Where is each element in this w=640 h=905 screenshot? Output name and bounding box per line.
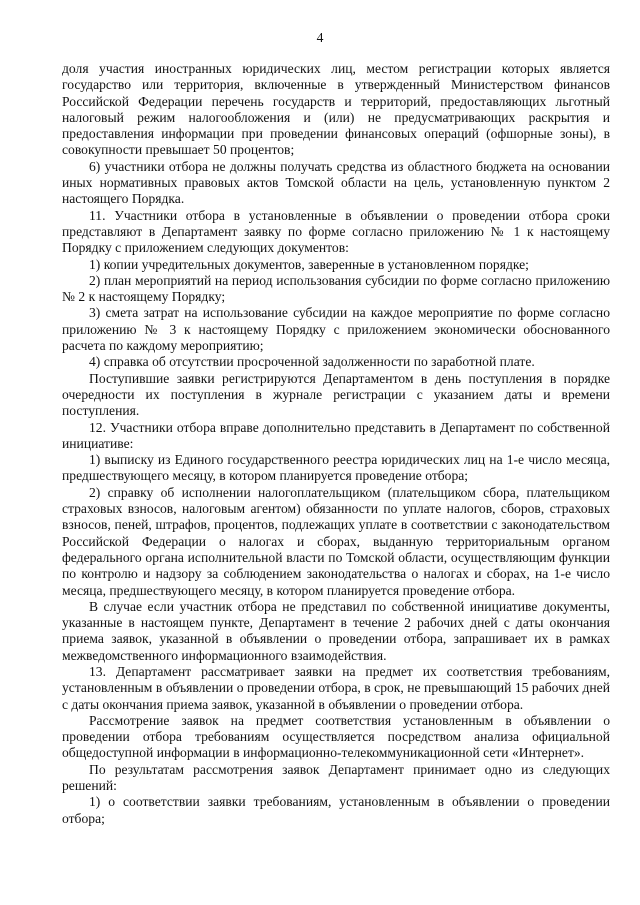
paragraph-offshore-share: доля участия иностранных юридических лиц, местом регистрации которых является государство или территория, включенные в утвержденный Министерством финансов Российской Федерации перечень государств и территорий, предоставляющих льготный налоговый режим налогообложения и (или) не предусматривающих раскрытия и предоставления информации при проведении финансовых операций (офшорные зоны), в совокупности превышает 50 процентов; (62, 61, 610, 158)
document-body (62, 61, 610, 827)
paragraph-clause-12: 12. Участники отбора вправе дополнительно представить в Департамент по собственной инициативе: (62, 419, 610, 451)
paragraph-registration: Поступившие заявки регистрируются Департаментом в день поступления в порядке очередности их поступления в журнале регистрации с указанием даты и времени поступления. (62, 370, 610, 419)
page-number: 4 (316, 30, 324, 45)
paragraph-clause-13: 13. Департамент рассматривает заявки на предмет их соответствия требованиям, установленным в объявлении о проведении отбора, в срок, не превышающий 15 рабочих дней с даты окончания приема заявок, указанной в объявлении о проведении отбора. (62, 663, 610, 712)
paragraph-clause-11-item-3: 3) смета затрат на использование субсидии на каждое мероприятие по форме согласно приложению № 3 к настоящему Порядку с приложением экономически обоснованного расчета по каждому мероприятию; (62, 305, 610, 354)
paragraph-clause-11: 11. Участники отбора в установленные в объявлении о проведении отбора сроки представляют в Департамент заявку по форме согласно приложению № 1 к настоящему Порядку с приложением следующих документов: (62, 207, 610, 256)
paragraph-clause-11-item-4: 4) справка об отсутствии просроченной задолженности по заработной плате. (89, 354, 535, 370)
paragraph-clause-12-item-1: 1) выписку из Единого государственного реестра юридических лиц на 1-е число месяца, предшествующего месяцу, в котором планируется проведение отбора; (62, 452, 610, 484)
paragraph-decision-item-1: 1) о соответствии заявки требованиям, установленным в объявлении о проведении отбора; (62, 794, 610, 826)
paragraph-interagency-request: В случае если участник отбора не представил по собственной инициативе документы, указанные в настоящем пункте, Департамент в течение 2 рабочих дней с даты окончания приема заявок, указанной в объявлении о проведении отбора, запрашивает их в рамках межведомственного информационного взаимодействия. (62, 598, 610, 663)
paragraph-decisions: По результатам рассмотрения заявок Департамент принимает одно из следующих решений: (62, 761, 610, 794)
paragraph-clause-11-item-2: 2) план мероприятий на период использования субсидии по форме согласно приложению № 2 к настоящему Порядку; (62, 272, 610, 305)
paragraph-item-6: 6) участники отбора не должны получать средства из областного бюджета на основании иных нормативных правовых актов Томской области на цель, установленную пунктом 2 настоящего Порядка. (62, 158, 610, 207)
paragraph-clause-12-item-2: 2) справку об исполнении налогоплательщиком (плательщиком сбора, плательщиком страховых взносов, налоговым агентом) обязанности по уплате налогов, сборов, страховых взносов, пеней, штрафов, процентов, подлежащих уплате в соответствии с законодательством Российской Федерации о налогах и сборах, выданную территориальным органом федерального органа исполнительной власти по Томской области, осуществляющим функции по контролю и надзору за соблюдением законодательства о налогах и сборах, на 1-е число месяца, предшествующего месяцу, в котором планируется проведение отбора. (62, 484, 610, 598)
paragraph-clause-11-item-1: 1) копии учредительных документов, заверенные в установленном порядке; (89, 256, 529, 272)
paragraph-review-method: Рассмотрение заявок на предмет соответствия установленным в объявлении о проведении отбора требованиям осуществляется посредством анализа официальной общедоступной информации в информационно-телекоммуникационной сети «Интернет». (62, 712, 610, 761)
